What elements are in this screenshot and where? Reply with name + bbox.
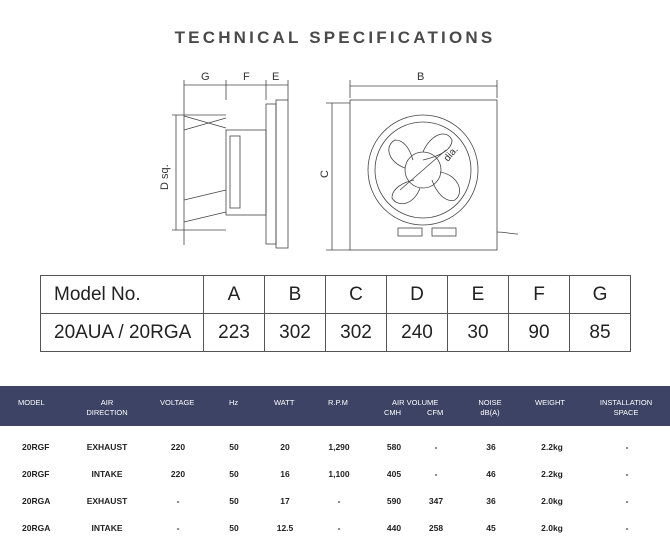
dim-label-d: D sq. [159,164,171,190]
cell-air-direction: INTAKE [91,523,123,533]
cell-model: 20RGF [22,442,50,452]
cell-d: 240 [387,314,448,352]
cell-noise: 45 [486,523,496,533]
cell-voltage: 220 [170,469,186,479]
cell-watt: 20 [280,442,290,452]
col-installation-line1: INSTALLATION [599,398,653,407]
cell-voltage: - [176,496,180,506]
header-d: D [387,276,448,314]
col-weight: WEIGHT [535,398,565,407]
header-model: Model No. [41,276,204,314]
cell-air-direction: INTAKE [91,469,123,479]
col-cmh: CMH [384,408,402,417]
col-installation-line2: SPACE [613,408,639,417]
cell-cfm: - [434,469,438,479]
cell-cmh: 440 [386,523,402,533]
cell-model: 20RGA [22,496,51,506]
dimension-table-header [41,276,631,314]
cell-air-direction: EXHAUST [86,496,128,506]
cell-weight: 2.0kg [541,523,563,533]
cell-weight: 2.2kg [541,442,563,452]
col-air-direction [82,398,132,418]
cell-c: 302 [326,314,387,352]
cell-rpm: 1,100 [328,469,350,479]
cell-b: 302 [265,314,326,352]
cell-cfm: 347 [428,496,444,506]
side-view [172,80,288,248]
cell-cfm: - [434,442,438,452]
col-voltage: VOLTAGE [160,398,195,407]
cell-watt: 17 [280,496,290,506]
cell-g: 85 [570,314,631,352]
dimension-table [40,275,631,352]
col-noise-line2: dB(A) [480,408,500,417]
front-view [326,80,518,250]
cell-hz: 50 [229,523,239,533]
header-f: F [509,276,570,314]
col-rpm: R.P.M [328,398,348,407]
cell-model: 20RGA [22,523,51,533]
cell-e: 30 [448,314,509,352]
cell-installation: - [625,496,629,506]
side-view-labels [159,71,279,190]
cell-model: 20AUA / 20RGA [41,314,204,352]
dimension-diagram [0,0,670,270]
cell-hz: 50 [229,496,239,506]
cell-cmh: 405 [386,469,402,479]
page-title: TECHNICAL SPECIFICATIONS [174,28,496,47]
table-row [0,442,670,464]
table-row [0,469,670,491]
header-a: A [204,276,265,314]
dim-label-dia: dia. [441,144,461,164]
cell-noise: 36 [486,442,496,452]
cell-rpm: - [337,496,341,506]
cell-weight: 2.0kg [541,496,563,506]
cell-voltage: - [176,523,180,533]
col-cfm: CFM [427,408,444,417]
cell-rpm: 1,290 [328,442,350,452]
dim-label-b: B [417,71,425,83]
cell-watt: 12.5 [276,523,294,533]
cell-installation: - [625,523,629,533]
dimension-table-row [41,314,631,352]
dim-label-f: F [243,71,250,83]
col-hz: Hz [229,398,239,407]
cell-watt: 16 [280,469,290,479]
col-air-volume: AIR VOLUME [392,398,439,407]
cell-hz: 50 [229,469,239,479]
cell-rpm: - [337,523,341,533]
cell-air-direction: EXHAUST [86,442,128,452]
cell-installation: - [625,442,629,452]
header-b: B [265,276,326,314]
dim-label-c: C [319,170,331,178]
col-air-direction-line2: DIRECTION [86,408,128,417]
cell-installation: - [625,469,629,479]
header-g: G [570,276,631,314]
performance-header-band [0,386,670,426]
col-noise [470,398,510,418]
cell-model: 20RGF [22,469,50,479]
cell-hz: 50 [229,442,239,452]
cell-cfm: 258 [428,523,444,533]
dim-label-e: E [272,71,280,83]
cell-cmh: 580 [386,442,402,452]
col-installation [596,398,656,418]
col-noise-line1: NOISE [478,398,502,407]
dim-label-g: G [201,71,210,83]
cell-f: 90 [509,314,570,352]
header-c: C [326,276,387,314]
cell-a: 223 [204,314,265,352]
table-row [0,523,670,545]
col-model: MODEL [18,398,45,407]
col-watt: WATT [274,398,295,407]
header-e: E [448,276,509,314]
cell-noise: 36 [486,496,496,506]
cell-weight: 2.2kg [541,469,563,479]
cell-noise: 46 [486,469,496,479]
cell-voltage: 220 [170,442,186,452]
col-air-direction-line1: AIR [100,398,114,407]
cell-cmh: 590 [386,496,402,506]
table-row [0,496,670,518]
